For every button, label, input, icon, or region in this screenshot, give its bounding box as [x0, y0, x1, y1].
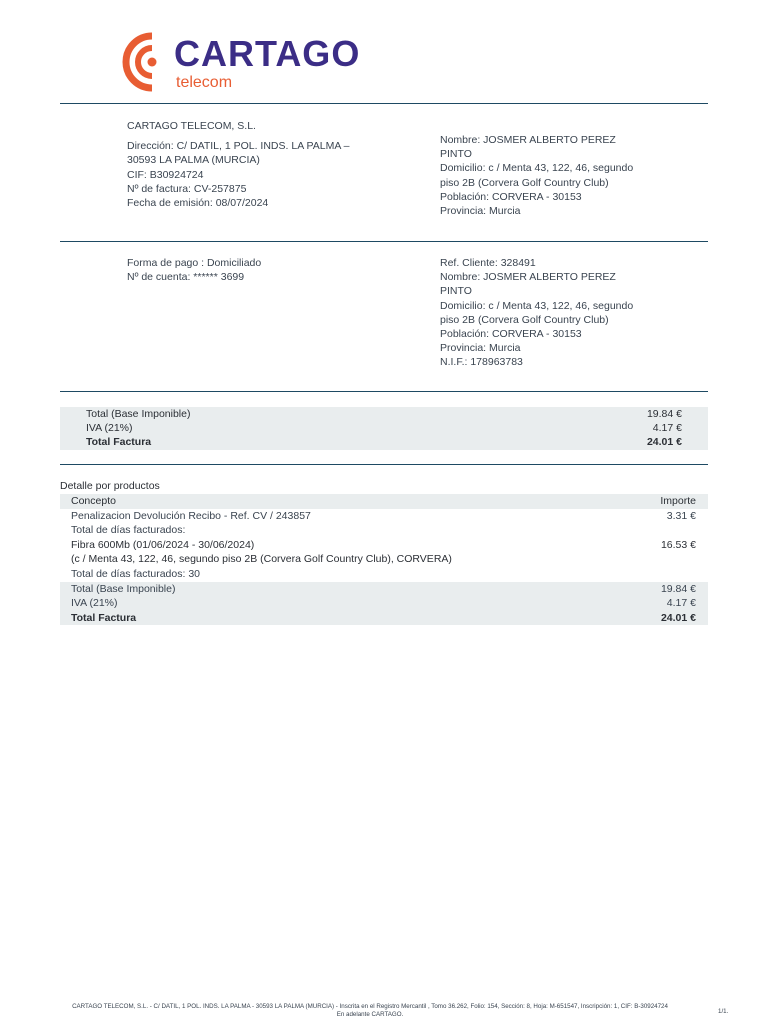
summary-iva-label: IVA (21%) — [86, 422, 133, 434]
divider-summary — [60, 391, 708, 392]
detail-total-label: Total Factura — [71, 611, 137, 624]
recipient-town: Población: CORVERA - 30153 — [440, 190, 582, 203]
footer-line1: CARTAGO TELECOM, S.L. - C/ DATIL, 1 POL. INDS. LA PALMA - 30593 LA PALMA (MURCIA) - Inscrita en el Registro Mercantil , Tomo 36.262, Folio: 154, Sección: 8, Hoja: M-651547, Inscripción: 1, CIF: B-30924724 — [72, 1003, 668, 1010]
detail-iva-label: IVA (21%) — [71, 597, 118, 610]
detail-total-value: 24.01 € — [660, 611, 696, 624]
cartago-logo — [122, 32, 372, 94]
issue-date: Fecha de emisión: 08/07/2024 — [127, 197, 269, 210]
recipient-address-line1: Domicilio: c / Menta 43, 122, 46, segundo — [440, 162, 634, 175]
summary-iva-value: 4.17 € — [652, 422, 682, 434]
detail-title: Detalle por productos — [60, 480, 160, 492]
summary-base-value: 19.84 € — [646, 408, 682, 420]
table-row — [60, 567, 708, 582]
detail-base-label: Total (Base Imponible) — [71, 582, 176, 595]
legal-footer — [20, 1003, 720, 1019]
detail-total-row — [60, 611, 708, 626]
payment-method: Forma de pago : Domiciliado — [127, 257, 262, 269]
row-concept: Total de días facturados: — [71, 524, 186, 537]
client-name-line2: PINTO — [440, 285, 472, 298]
issuer-name: CARTAGO TELECOM, S.L. — [127, 120, 256, 132]
recipient-name-line1: Nombre: JOSMER ALBERTO PEREZ — [440, 134, 616, 146]
recipient-block — [440, 133, 633, 218]
summary-total-label: Total Factura — [86, 436, 152, 448]
payment-block — [127, 256, 261, 284]
table-row — [60, 538, 708, 553]
table-row — [60, 509, 708, 524]
table-row — [60, 552, 708, 567]
detail-iva-row — [60, 596, 708, 611]
client-block — [440, 256, 633, 370]
col-amount-header: Importe — [660, 495, 696, 507]
table-row — [60, 523, 708, 538]
page-number: 1/1. — [718, 1008, 729, 1015]
detail-iva-value: 4.17 € — [666, 597, 696, 610]
row-amount: 3.31 € — [666, 509, 696, 522]
divider-top — [60, 103, 708, 104]
summary-total-value: 24.01 € — [646, 436, 682, 448]
col-concept-header: Concepto — [71, 495, 116, 507]
summary-iva-row — [60, 421, 708, 435]
recipient-address-line2: piso 2B (Corvera Golf Country Club) — [440, 176, 609, 189]
detail-table — [60, 494, 708, 625]
issuer-block — [127, 119, 350, 210]
client-address-line2: piso 2B (Corvera Golf Country Club) — [440, 313, 609, 326]
detail-base-row — [60, 582, 708, 597]
issuer-address-line1: Dirección: C/ DATIL, 1 POL. INDS. LA PALMA – — [127, 140, 350, 153]
row-concept: Penalizacion Devolución Recibo - Ref. CV / 243857 — [71, 509, 311, 522]
client-address-line1: Domicilio: c / Menta 43, 122, 46, segundo — [440, 299, 634, 312]
brand-subtitle: telecom — [176, 74, 233, 91]
client-nif: N.I.F.: 178963783 — [440, 356, 523, 369]
summary-base-row — [60, 407, 708, 421]
divider-detail — [60, 464, 708, 465]
row-concept: Fibra 600Mb (01/06/2024 - 30/06/2024) — [71, 538, 255, 551]
invoice-number: Nº de factura: CV-257875 — [127, 182, 247, 195]
detail-base-value: 19.84 € — [660, 582, 696, 595]
client-town: Población: CORVERA - 30153 — [440, 328, 582, 341]
footer-line2: En adelante CARTAGO. — [336, 1011, 404, 1018]
recipient-province: Provincia: Murcia — [440, 205, 521, 218]
client-ref: Ref. Cliente: 328491 — [440, 257, 536, 269]
row-concept: (c / Menta 43, 122, 46, segundo piso 2B (Corvera Golf Country Club), CORVERA) — [71, 553, 452, 566]
brand-name: CARTAGO — [174, 33, 361, 74]
client-province: Provincia: Murcia — [440, 342, 521, 355]
row-amount: 16.53 € — [660, 538, 696, 551]
payment-account: Nº de cuenta: ****** 3699 — [127, 271, 245, 284]
row-concept: Total de días facturados: 30 — [71, 567, 200, 580]
cartago-symbol-icon — [122, 32, 170, 94]
summary-total-row — [60, 435, 708, 449]
detail-header-row — [60, 494, 708, 509]
client-name-line1: Nombre: JOSMER ALBERTO PEREZ — [440, 271, 616, 284]
recipient-name-line2: PINTO — [440, 148, 472, 161]
summary-base-label: Total (Base Imponible) — [86, 408, 191, 420]
invoice-summary — [60, 407, 708, 450]
divider-middle — [60, 241, 708, 242]
issuer-cif: CIF: B30924724 — [127, 168, 204, 181]
issuer-address-line2: 30593 LA PALMA (MURCIA) — [127, 154, 260, 167]
